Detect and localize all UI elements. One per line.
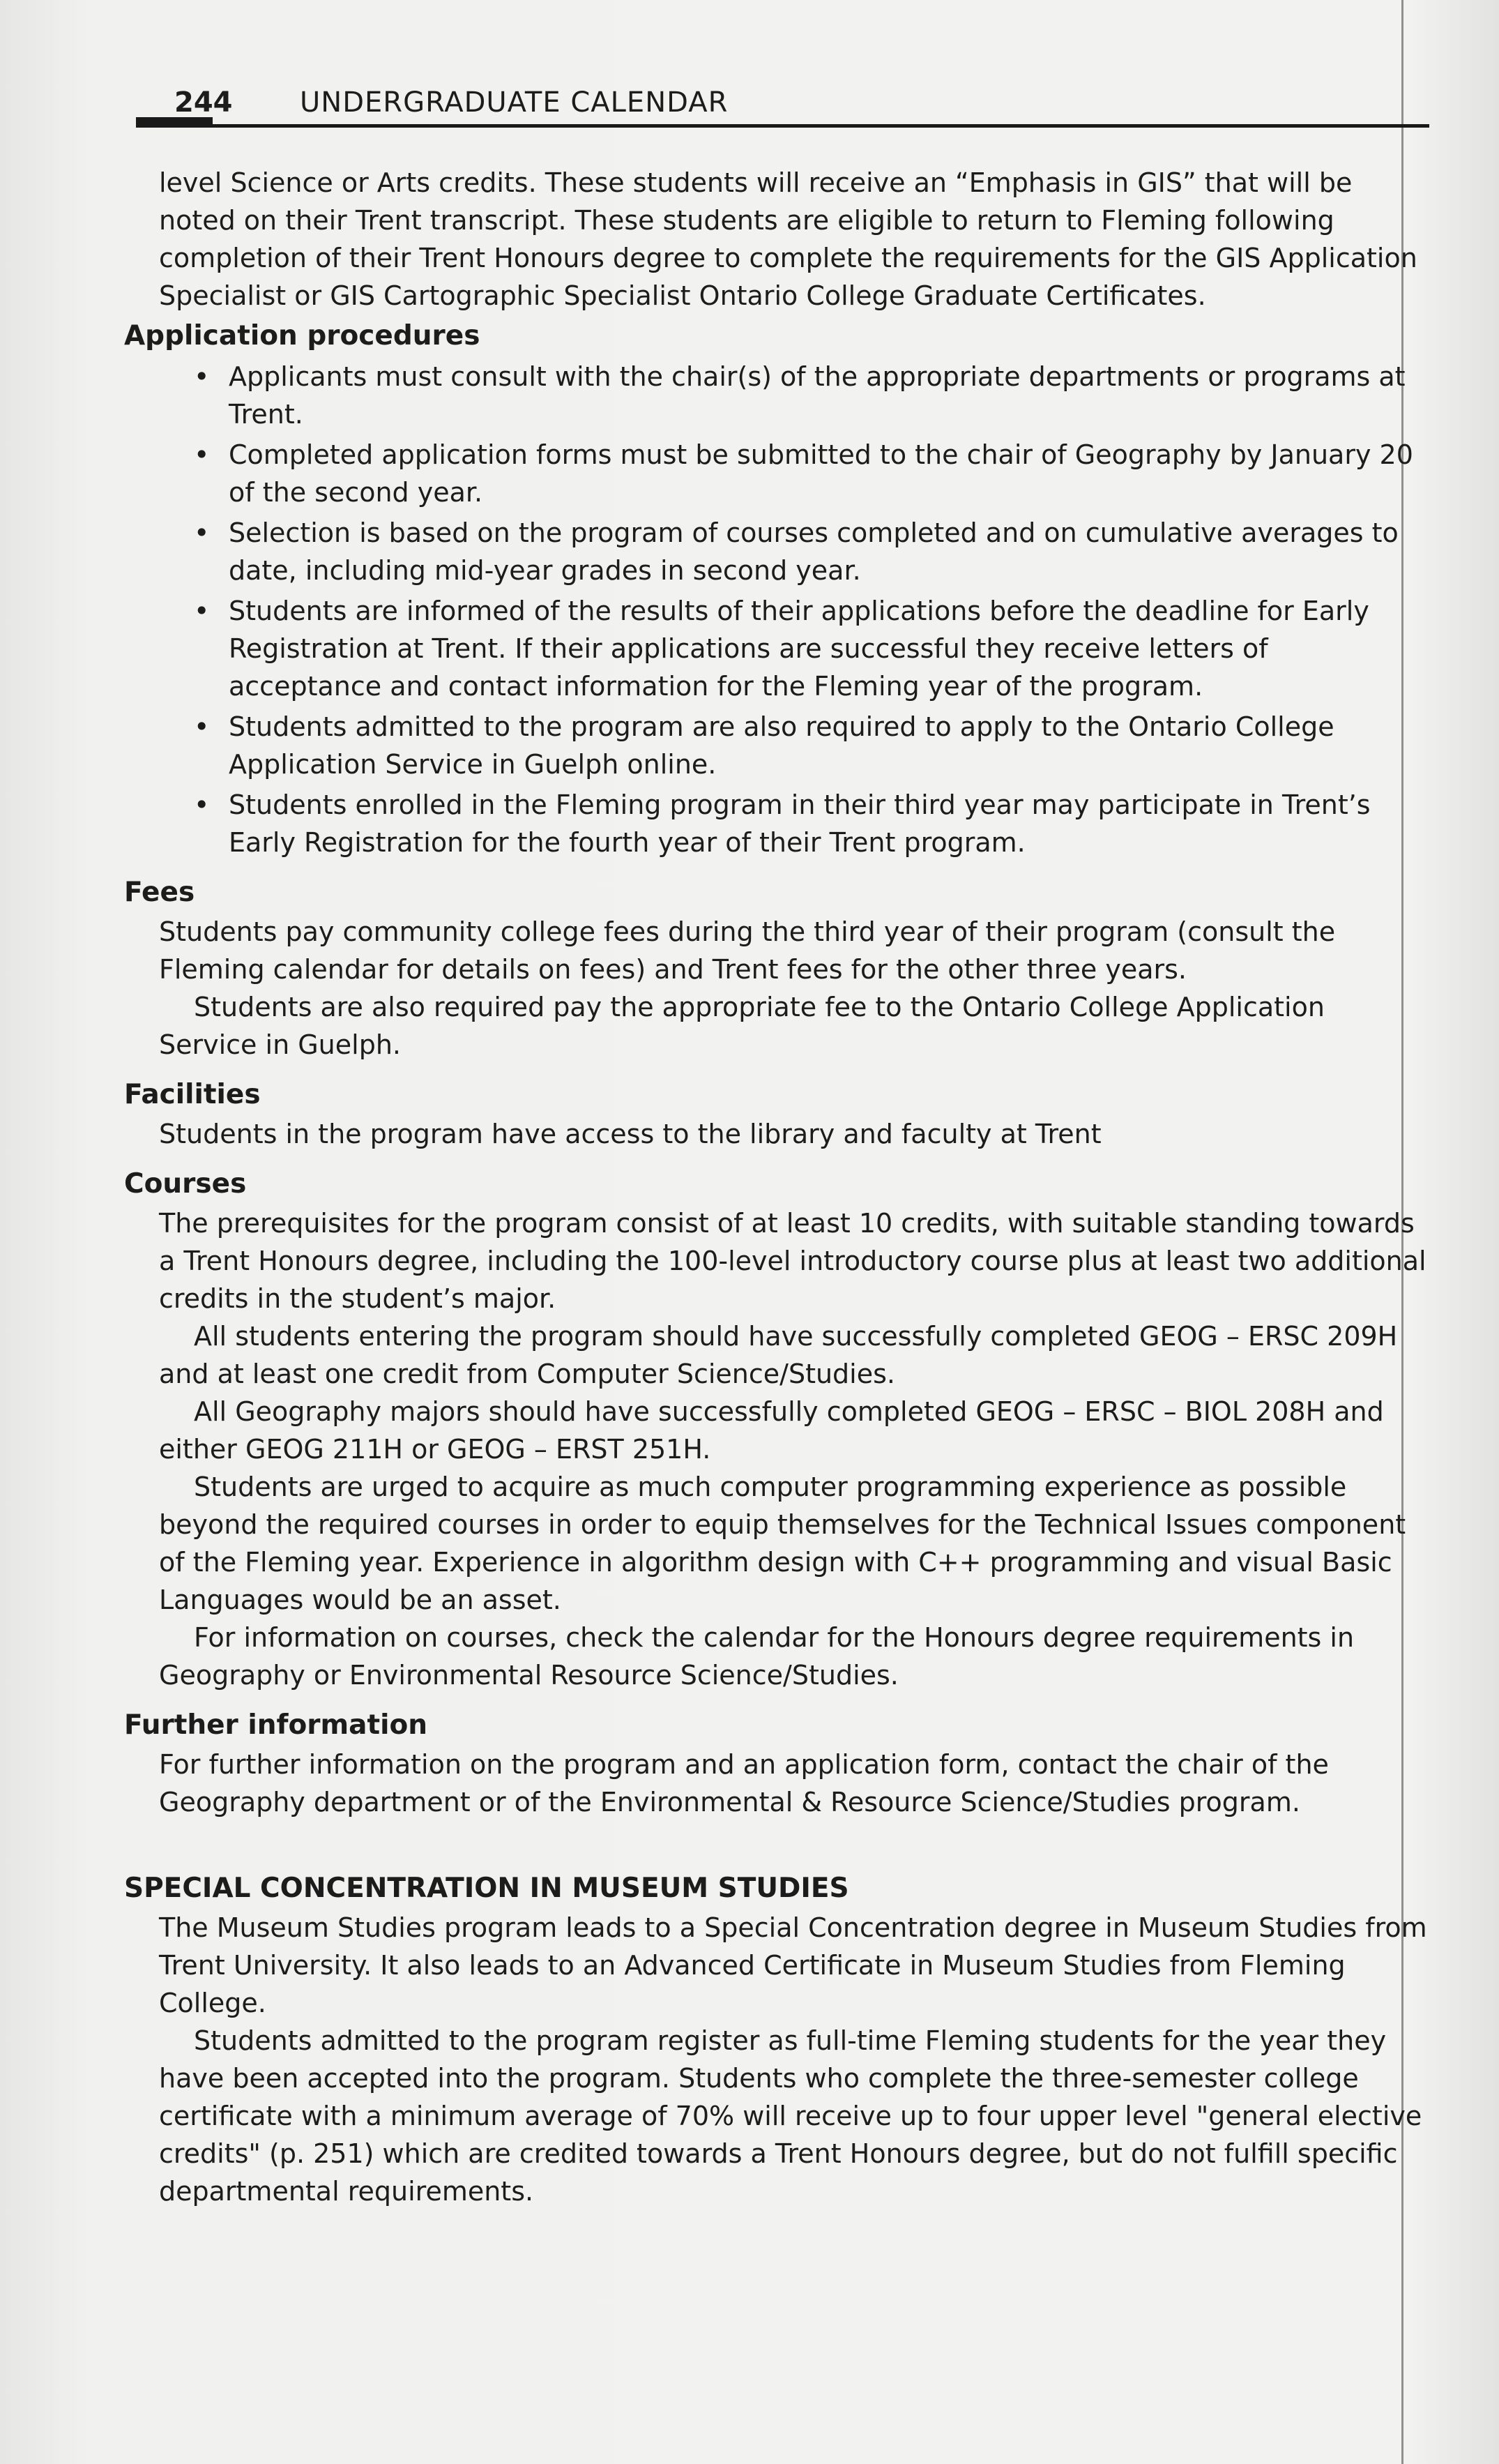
list-item-text: Students admitted to the program are also required to apply to the Ontario College Application Service in Guelph online. [229,711,1334,780]
list-item [124,592,1428,705]
list-item-text: Students are informed of the results of their applications before the deadline for Early Registration at Trent. If their applications are successful they receive letters of acceptance and contact information for the Fleming year of the program. [229,596,1369,702]
courses-heading: Courses [124,1168,247,1200]
courses-paragraph: The prerequisites for the program consist of at least 10 credits, with suitable standing towards a Trent Honours degree, including the 100-level introductory course plus at least two additional credits in the student’s major. [159,1208,1426,1314]
further-information-paragraph: For further information on the program and an application form, contact the chair of the Geography department or of the Environmental & Resource Science/Studies program. [159,1749,1329,1817]
bullet: • [194,711,210,742]
intro-paragraph: level Science or Arts credits. These students will receive an “Emphasis in GIS” that will be noted on their Trent transcript. These students are eligible to return to Fleming following completion of their Trent Honours degree to complete the requirements for the GIS Application Specialist or GIS Cartographic Specialist Ontario College Graduate Certificates. [159,167,1417,311]
application-heading: Application procedures [124,320,480,352]
further-information-heading: Further information [124,1709,428,1741]
courses-paragraph: All Geography majors should have successfully completed GEOG – ERSC – BIOL 208H and either GEOG 211H or GEOG – ERST 251H. [159,1396,1384,1465]
bullet: • [194,439,210,470]
bullet: • [194,596,210,626]
header-rule [136,124,1429,128]
courses-paragraph: For information on courses, check the calendar for the Honours degree requirements in Geography or Environmental Resource Science/Studies. [159,1622,1355,1691]
bullet: • [194,789,210,820]
museum-studies-heading: SPECIAL CONCENTRATION IN MUSEUM STUDIES [124,1873,849,1904]
list-item [124,514,1428,589]
application-list [124,358,1428,861]
list-item-text: Completed application forms must be submitted to the chair of Geography by January 20 of the second year. [229,439,1413,508]
list-item [124,786,1428,861]
page-content [124,164,1428,2210]
fees-paragraph: Students pay community college fees during the third year of their program (consult the Fleming calendar for details on fees) and Trent fees for the other three years. [159,916,1336,985]
bullet: • [194,361,210,392]
list-item [124,708,1428,783]
list-item-text: Selection is based on the program of courses completed and on cumulative averages to date, including mid-year grades in second year. [229,517,1399,586]
list-item-text: Students enrolled in the Fleming program in their third year may participate in Trent’s Early Registration for the fourth year of their Trent program. [229,789,1371,858]
museum-studies-paragraph: Students admitted to the program register as full-time Fleming students for the year they have been accepted into the program. Students who complete the three-semester college certificate with a minimum average of 70% will receive up to four upper level "general elective credits" (p. 251) which are credited towards a Trent Honours degree, but do not fulfill specific departmental requirements. [159,2025,1422,2207]
fees-paragraph: Students are also required pay the appropriate fee to the Ontario College Application Service in Guelph. [159,992,1325,1060]
facilities-heading: Facilities [124,1079,261,1110]
facilities-paragraph: Students in the program have access to the library and faculty at Trent [159,1119,1102,1149]
courses-paragraph: All students entering the program should have successfully completed GEOG – ERSC 209H and at least one credit from Computer Science/Studies. [159,1321,1398,1389]
fees-heading: Fees [124,877,195,908]
list-item [124,358,1428,433]
running-head: UNDERGRADUATE CALENDAR [300,86,729,119]
page-number: 244 [174,86,233,119]
courses-paragraph: Students are urged to acquire as much computer programming experience as possible beyond the required courses in order to equip themselves for the Technical Issues component of the Fleming year. Experience in algorithm design with C++ programming and visual Basic Languages would be an asset. [159,1472,1406,1615]
bullet: • [194,517,210,548]
page-header [136,82,1429,131]
museum-studies-paragraph: The Museum Studies program leads to a Special Concentration degree in Museum Studies from Trent University. It also leads to an Advanced Certificate in Museum Studies from Fleming College. [159,1912,1427,2018]
list-item [124,436,1428,511]
list-item-text: Applicants must consult with the chair(s) of the appropriate departments or programs at Trent. [229,361,1406,430]
